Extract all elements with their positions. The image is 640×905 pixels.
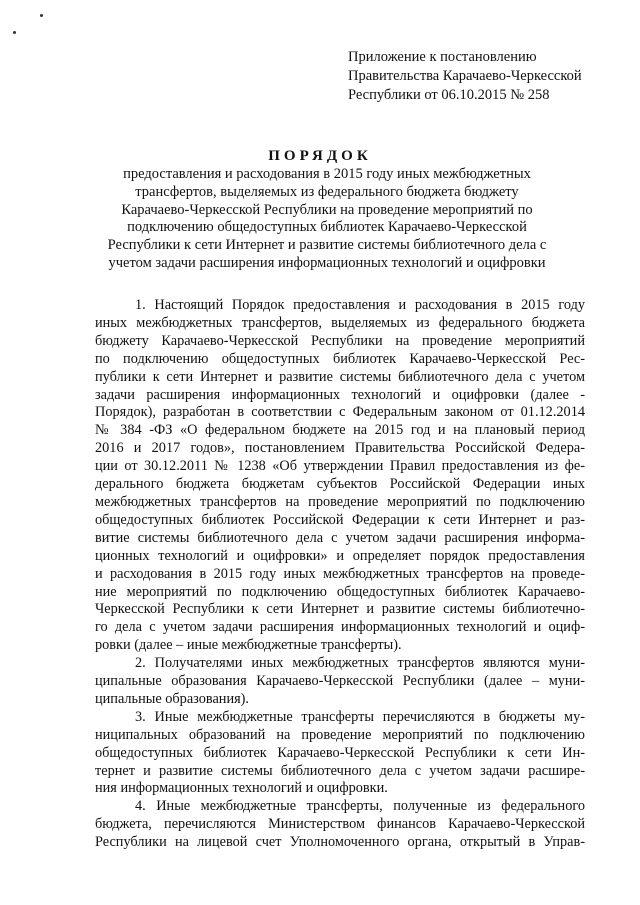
document-title: ПОРЯДОК <box>268 148 372 164</box>
paragraph-line: ровки (далее – иные межбюджетные трансферты). <box>95 637 402 654</box>
paragraph-line: иных межбюджетных трансфертов, выделяемых из федерального бюджета <box>95 314 585 331</box>
paragraph-line: Республики на лицевой счет Уполномоченного органа, открытый в Управ- <box>95 834 585 851</box>
appendix-line: Правительства Карачаево-Черкесской <box>348 68 582 84</box>
document-subtitle <box>90 166 564 273</box>
paragraph-line: 3. Иные межбюджетные трансферты перечисляются в бюджеты му- <box>135 708 585 725</box>
paragraph-line: 1. Настоящий Порядок предоставления и расходования в 2015 году <box>135 297 585 313</box>
paragraph-2 <box>95 655 585 709</box>
paragraph-line: задачи расширения информационных технологий и оцифровки (далее - <box>95 386 585 403</box>
paragraph-line: тернет и развитие системы библиотечного дела с учетом задачи расшире- <box>95 762 585 779</box>
paragraph-line: ние мероприятий по подключению общедоступных библиотек Карачаево- <box>95 583 585 600</box>
paragraph-line: публики к сети Интернет и развитие системы библиотечного дела с учетом <box>95 368 585 385</box>
appendix-line: Республики от 06.10.2015 № 258 <box>348 87 550 103</box>
document-body <box>95 297 585 852</box>
scan-speck <box>13 31 16 34</box>
paragraph-line: 2016 и 2017 годов», постановлением Правительства Российской Федера- <box>95 440 585 457</box>
paragraph-line: ции от 30.12.2011 № 1238 «Об утверждении Правил предоставления из фе- <box>95 458 585 475</box>
paragraph-line: ципальные образования). <box>95 690 250 707</box>
paragraph-line: ния информационных технологий и оцифровки. <box>95 780 388 797</box>
appendix-line: Приложение к постановлению <box>348 49 537 65</box>
paragraph-line: ниципальных образований на проведение мероприятий по подключению <box>95 726 585 743</box>
subtitle-line: предоставления и расходования в 2015 году иных межбюджетных <box>123 166 531 182</box>
paragraph-line: Порядок), разработан в соответствии с Федеральным законом от 01.12.2014 <box>95 404 585 421</box>
scan-speck <box>40 14 43 17</box>
appendix-note <box>348 48 618 105</box>
paragraph-line: бюджета, перечисляются Министерством финансов Карачаево-Черкесской <box>95 816 585 833</box>
subtitle-line: учетом задачи расширения информационных технологий и оцифровки <box>108 254 546 271</box>
paragraph-line: ционных технологий и оцифровки» и определяет порядок предоставления <box>95 547 585 564</box>
paragraph-3 <box>95 709 585 799</box>
subtitle-line: Республики к сети Интернет и развитие системы библиотечного дела с <box>107 237 547 254</box>
paragraph-1 <box>95 297 585 655</box>
paragraph-line: общедоступных библиотек Российской Федерации к сети Интернет и раз- <box>95 511 585 528</box>
paragraph-line: по подключению общедоступных библиотек Карачаево-Черкесской Рес- <box>95 350 585 367</box>
paragraph-4 <box>95 798 585 852</box>
paragraph-line: 2. Получателями иных межбюджетных трансфертов являются муни- <box>135 655 585 672</box>
paragraph-line: го дела с учетом задачи расширения информационных технологий и оциф- <box>95 619 585 636</box>
paragraph-line: Черкесской Республики к сети Интернет и развитие системы библиотечно- <box>95 601 585 618</box>
paragraph-line: межбюджетных трансфертов на проведение мероприятий по подключению <box>95 493 585 510</box>
paragraph-line: дерального бюджета бюджетам субъектов Российской Федерации иных <box>95 476 585 493</box>
subtitle-line: Карачаево-Черкесской Республики на проведение мероприятий по <box>121 201 533 218</box>
subtitle-line: трансфертов, выделяемых из федерального бюджета бюджету <box>135 183 519 200</box>
paragraph-line: витие системы библиотечного дела с учетом задачи расширения информа- <box>95 529 585 546</box>
subtitle-line: подключению общедоступных библиотек Карачаево-Черкесской <box>127 219 527 236</box>
paragraph-line: и расходования в 2015 году иных межбюджетных трансфертов на проведе- <box>95 565 585 582</box>
paragraph-line: бюджету Карачаево-Черкесской Республики на проведение мероприятий <box>95 332 585 349</box>
paragraph-line: № 384 -ФЗ «О федеральном бюджете на 2015 год и на плановый период <box>95 422 585 439</box>
paragraph-line: общедоступных библиотек Карачаево-Черкесской Республики к сети Ин- <box>95 744 585 761</box>
paragraph-line: ципальные образования Карачаево-Черкесской Республики (далее – муни- <box>95 673 585 690</box>
paragraph-line: 4. Иные межбюджетные трансферты, полученные из федерального <box>135 798 585 815</box>
